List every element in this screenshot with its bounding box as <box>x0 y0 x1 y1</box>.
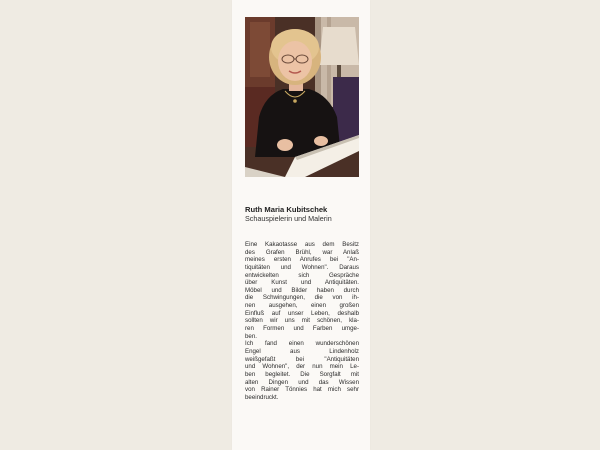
body-line: entwickelten sich Gespräche <box>245 271 359 279</box>
body-line: Ich fand einen wunderschönen <box>245 340 359 348</box>
body-line: ren Formen und Farben umge- <box>245 325 359 333</box>
body-line: ben. <box>245 332 257 340</box>
article-body <box>245 241 359 401</box>
body-line: Einfluß auf unser Leben, deshalb <box>245 309 359 317</box>
body-line: weißgefaßt bei "Antiquitäten <box>245 355 359 363</box>
body-line: beeindruckt. <box>245 393 279 401</box>
body-line: des Grafen Brühl, war Anlaß <box>245 248 359 256</box>
body-line: ben begleitet. Die Sorgfalt mit <box>245 370 359 378</box>
portrait-photo <box>245 17 359 177</box>
body-line: meines ersten Anrufes bei "An- <box>245 256 359 264</box>
portrait-image <box>245 17 359 177</box>
body-line: die Schwingungen, die von ih- <box>245 294 359 302</box>
person-role: Schauspielerin und Malerin <box>245 214 332 223</box>
body-line: von Rainer Tönnies hat mich sehr <box>245 386 359 394</box>
body-line: Möbel und Bilder haben durch <box>245 286 359 294</box>
body-line: und Wohnen", der nun mein Le- <box>245 363 359 371</box>
body-line: alten Dingen und das Wissen <box>245 378 359 386</box>
person-name: Ruth Maria Kubitschek <box>245 205 328 214</box>
body-line: nen ausgehen, einen großen <box>245 302 359 310</box>
body-line: sollten wir uns mit schönen, kla- <box>245 317 359 325</box>
body-line: Engel aus Lindenholz <box>245 347 359 355</box>
body-line: Eine Kakaotasse aus dem Besitz <box>245 241 359 248</box>
body-line: tiquitäten und Wohnen". Daraus <box>245 263 359 271</box>
body-line: über Kunst und Antiquitäten. <box>245 279 359 287</box>
